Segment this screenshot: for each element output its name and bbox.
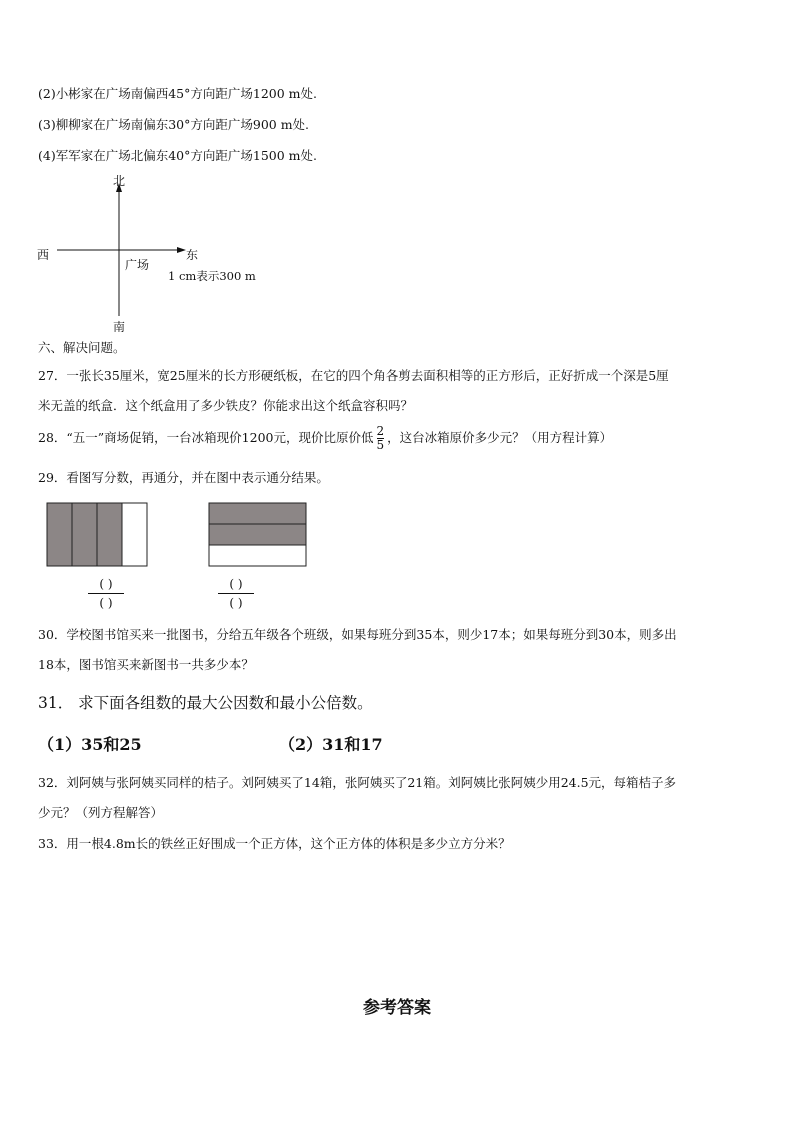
q32-line2: 少元？（列方程解答）: [38, 805, 164, 820]
problem-4-text: (4)军军家在广场北偏东40°方向距广场1500 m处.: [38, 148, 317, 163]
right-shaded-part-1: [209, 503, 306, 524]
problem-2-text: (2)小彬家在广场南偏西45°方向距广场1200 m处.: [38, 86, 317, 101]
right-blank-denominator[interactable]: ( ): [229, 596, 243, 610]
q31-part-b: （2）31和17: [279, 735, 383, 754]
problem-3-text: (3)柳柳家在广场南偏东30°方向距广场900 m处.: [38, 117, 310, 132]
q28-pre: 28．“五一”商场促销，一台冰箱现价1200元，现价比原价低: [38, 430, 374, 445]
left-blank-denominator[interactable]: ( ): [99, 596, 113, 610]
left-blank-bar: [88, 593, 124, 594]
north-label: 北: [113, 174, 126, 188]
q31-title: 31． 求下面各组数的最大公因数和最小公倍数。: [38, 694, 373, 712]
q33-text: 33．用一根4.8m长的铁丝正好围成一个正方体，这个正方体的体积是多少立方分米？: [38, 836, 511, 851]
q27-line2: 米无盖的纸盒．这个纸盒用了多少铁皮？你能求出这个纸盒容积吗？: [38, 398, 414, 413]
fraction-numerator: 2: [376, 424, 385, 438]
q28-post: ，这台冰箱原价多少元？（用方程计算）: [387, 430, 613, 445]
left-fraction-figure: [47, 503, 147, 566]
right-empty-part: [209, 545, 306, 566]
east-label: 东: [186, 248, 199, 262]
section-six-heading: 六、解决问题。: [38, 340, 126, 355]
q32-line1: 32．刘阿姨与张阿姨买同样的桔子。刘阿姨买了14箱，张阿姨买了21箱。刘阿姨比张阿姨少用24.5元，每箱桔子多: [38, 775, 677, 790]
left-empty-part: [122, 503, 147, 566]
right-fraction-figure: [209, 503, 306, 566]
south-label: 南: [113, 320, 126, 334]
left-shaded-part-2: [72, 503, 97, 566]
fraction-denominator: 5: [376, 438, 385, 452]
left-blank-numerator[interactable]: ( ): [99, 577, 113, 591]
plaza-label: 广场: [125, 258, 150, 272]
scale-label: 1 cm表示300 m: [168, 269, 256, 283]
q30-line2: 18本，图书馆买来新图书一共多少本？: [38, 657, 254, 672]
left-shaded-part-1: [47, 503, 72, 566]
left-blank-fraction[interactable]: [88, 576, 124, 611]
q27-line1: 27．一张长35厘米，宽25厘米的长方形硬纸板，在它的四个角各剪去面积相等的正方形后，正好折成一个深是5厘: [38, 368, 669, 383]
q31-part-a: （1）35和25: [38, 735, 142, 754]
west-label: 西: [37, 248, 50, 262]
left-shaded-part-3: [97, 503, 122, 566]
right-blank-fraction[interactable]: [218, 576, 254, 611]
right-blank-bar: [218, 593, 254, 594]
answer-section-title: 参考答案: [363, 998, 431, 1018]
right-blank-numerator[interactable]: ( ): [229, 577, 243, 591]
q29-text: 29．看图写分数，再通分，并在图中表示通分结果。: [38, 470, 329, 485]
right-shaded-part-2: [209, 524, 306, 545]
q30-line1: 30．学校图书馆买来一批图书，分给五年级各个班级，如果每班分到35本，则少17本；如果每班分到30本，则多出: [38, 627, 677, 642]
